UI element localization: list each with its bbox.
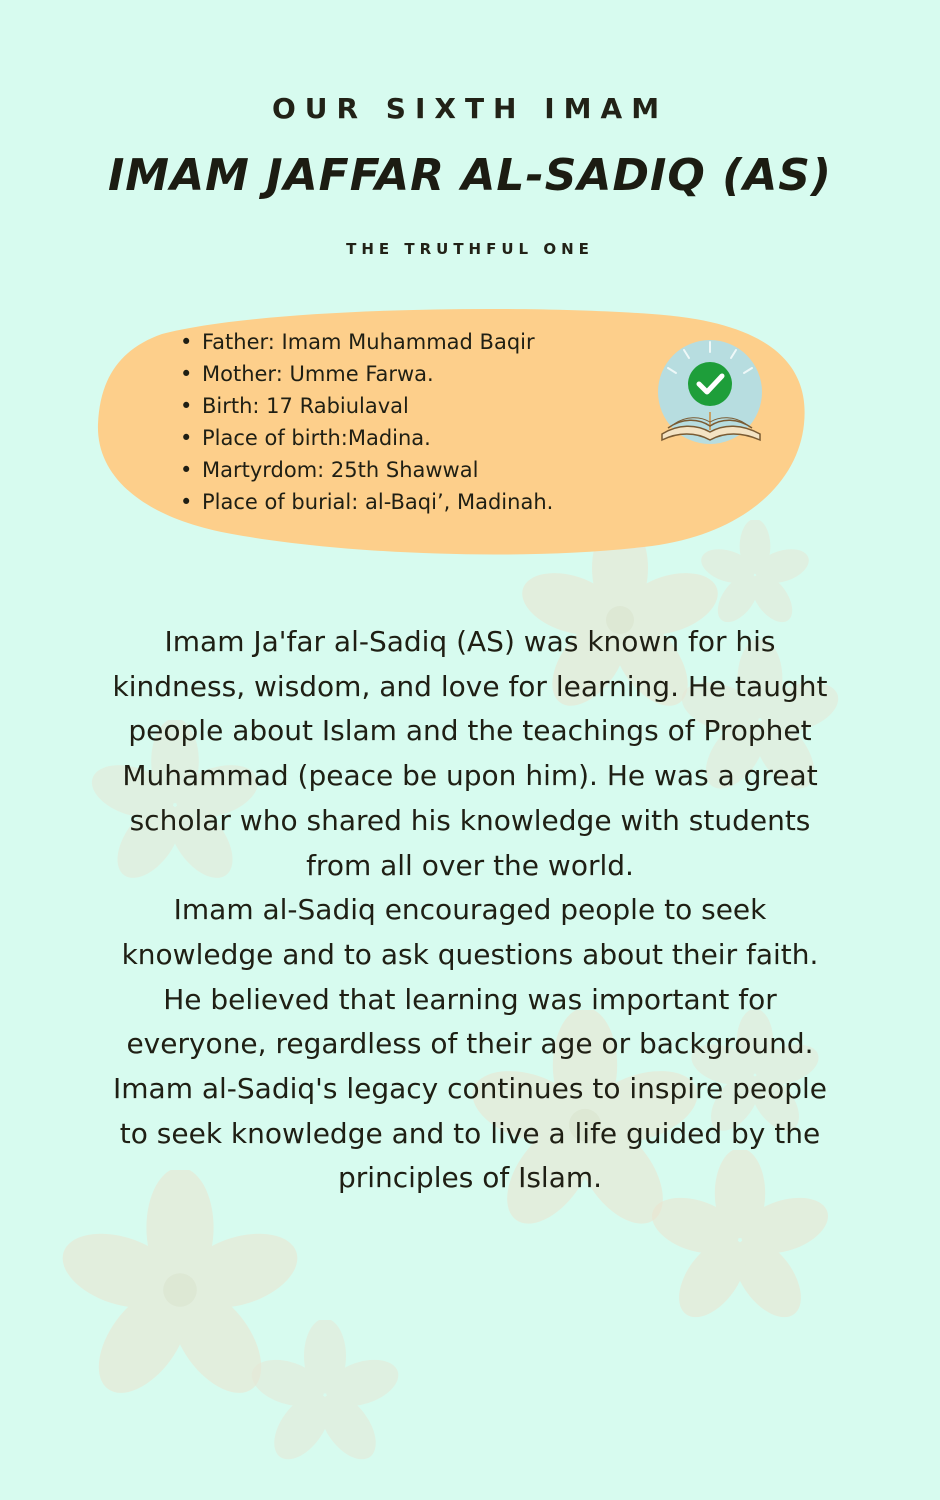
- subtitle: THE TRUTHFUL ONE: [346, 240, 594, 258]
- list-item: • Martyrdom: 25th Shawwal: [178, 454, 553, 486]
- body-paragraph: He believed that learning was important for everyone, regardless of their age or background.: [126, 982, 814, 1061]
- body-paragraph: Imam Ja'far al-Sadiq (AS) was known for his kindness, wisdom, and love for learning. He taught people about Islam and the teachings of Prophet Muhammad (peace be upon him). He was a great scholar who shared his knowledge with students from all over the world.: [112, 625, 828, 882]
- body-text: [100, 620, 840, 1201]
- list-item: • Mother: Umme Farwa.: [178, 358, 553, 390]
- kicker-heading: OUR SIXTH IMAM: [271, 92, 669, 125]
- facts-list: [178, 326, 553, 518]
- list-item: • Place of birth:Madina.: [178, 422, 553, 454]
- list-item: • Birth: 17 Rabiulaval: [178, 390, 553, 422]
- page-title: IMAM JAFFAR AL-SADIQ (AS): [107, 150, 833, 201]
- body-paragraph: Imam al-Sadiq's legacy continues to inspire people to seek knowledge and to live a life guided by the principles of Islam.: [113, 1072, 827, 1195]
- body-paragraph: Imam al-Sadiq encouraged people to seek knowledge and to ask questions about their faith.: [121, 893, 819, 971]
- list-item: • Place of burial: al-Baqi’, Madinah.: [178, 486, 553, 518]
- flower-decoration: [250, 1320, 400, 1470]
- list-item: • Father: Imam Muhammad Baqir: [178, 326, 553, 358]
- checkmark-book-icon: [654, 336, 766, 448]
